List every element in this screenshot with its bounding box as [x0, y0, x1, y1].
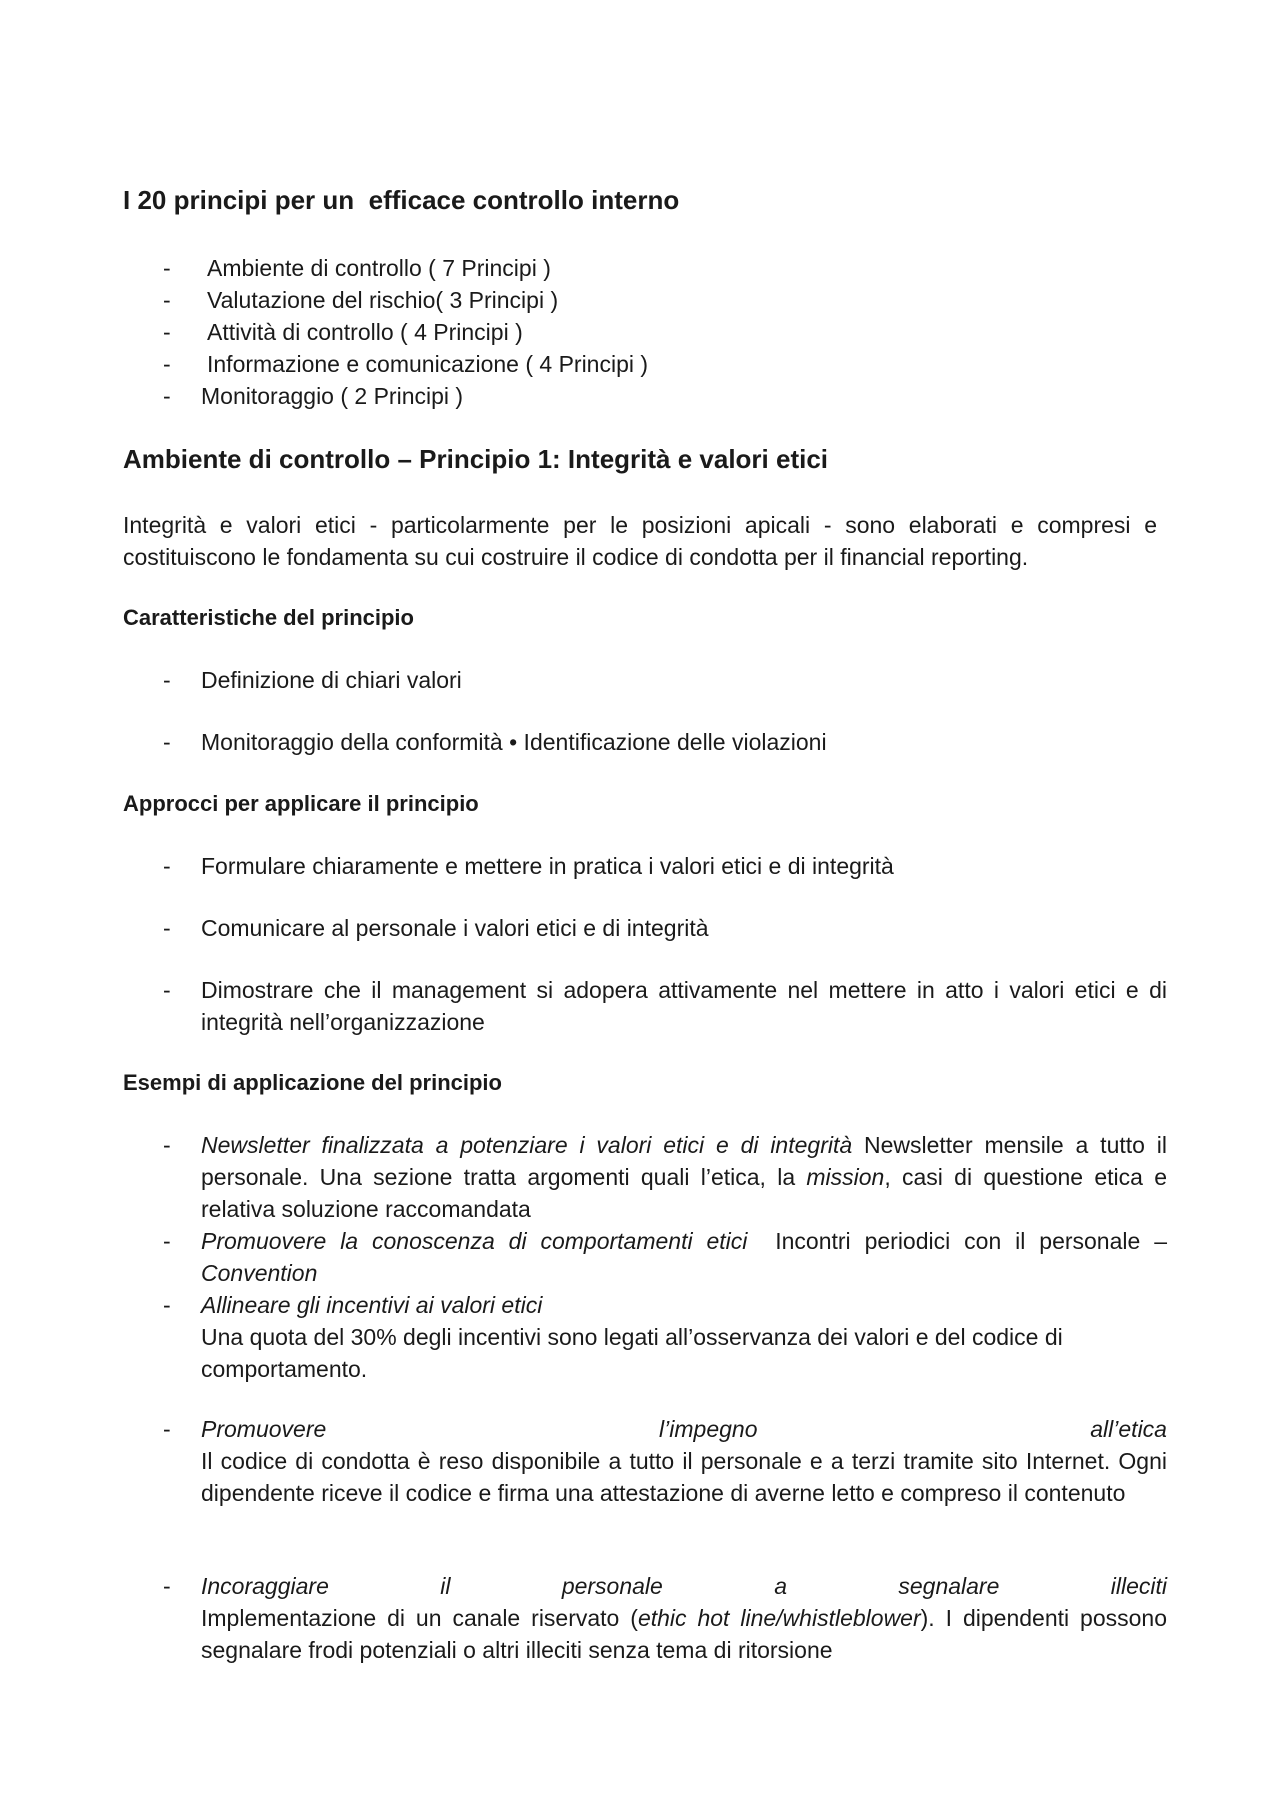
list-item: [163, 380, 863, 412]
list-item: [163, 316, 863, 348]
example-text: [201, 1129, 1174, 1225]
example-text-em: Convention: [201, 1260, 318, 1286]
example-title-word: Incoraggiare: [201, 1573, 329, 1599]
example-text-em: mission: [806, 1164, 885, 1190]
example-body: [201, 1602, 1167, 1666]
list-item: [163, 664, 1153, 696]
list-item-label: Ambiente di controllo ( 7 Principi ): [207, 255, 551, 281]
example-title-word: a: [774, 1573, 787, 1599]
example-title-word: personale: [561, 1573, 663, 1599]
list-dash: -: [163, 915, 171, 941]
example-title-word: illeciti: [1110, 1573, 1167, 1599]
example-text-part: , casi di questione etica e relativa soluzione raccomandata: [201, 1164, 1167, 1222]
list-item-label: Valutazione del rischio( 3 Principi ): [207, 287, 559, 313]
list-item-label: Comunicare al personale i valori etici e di integrità: [201, 915, 709, 941]
list-dash: -: [163, 1228, 171, 1254]
example-body: Il codice di condotta è reso disponibile a tutto il personale e a terzi tramite sito Internet. Ogni dipendente riceve il codice e firma una attestazione di averne letto e compreso il contenuto: [201, 1448, 1167, 1506]
example-title-word: segnalare: [898, 1573, 1000, 1599]
list-item: [163, 850, 1153, 882]
examples-heading: Esempi di applicazione del principio: [123, 1070, 502, 1095]
list-item-label: Dimostrare che il management si adopera attivamente nel mettere in atto i valori etici e di integrità nell’organizzazione: [201, 977, 1167, 1035]
example-title-word: l’impegno: [659, 1416, 758, 1442]
list-item: [163, 252, 863, 284]
intro-paragraph: Integrità e valori etici - particolarmente per le posizioni apicali - sono elaborati e compresi e costituiscono le fondamenta su cui costruire il codice di condotta per il financial reporting.: [123, 512, 1157, 570]
list-dash: -: [163, 383, 171, 409]
list-dash: -: [163, 853, 171, 879]
example-text: [201, 1289, 1167, 1385]
list-dash: -: [163, 1132, 171, 1158]
list-item-label: Attività di controllo ( 4 Principi ): [207, 319, 523, 345]
approaches-heading: Approcci per applicare il principio: [123, 791, 479, 816]
list-dash: -: [163, 255, 171, 281]
list-item-label: Monitoraggio della conformità • Identificazione delle violazioni: [201, 729, 827, 755]
example-text: [201, 1413, 1167, 1509]
example-title: Promuovere la conoscenza di comportamenti etici: [201, 1228, 748, 1254]
list-item-label: Monitoraggio ( 2 Principi ): [201, 383, 464, 409]
example-body-part: ). I dipendenti possono segnalare frodi potenziali o altri illeciti senza tema di ritorsione: [201, 1605, 1167, 1663]
example-text-part: Newsletter mensile a tutto il personale. Una sezione tratta argomenti quali l’etica, la: [201, 1132, 1174, 1190]
example-body-part: Implementazione di un canale riservato (: [201, 1605, 638, 1631]
document-title: I 20 principi per un efficace controllo interno: [123, 185, 680, 215]
example-title: Newsletter finalizzata a potenziare i valori etici e di integrità: [201, 1132, 853, 1158]
example-title: [201, 1413, 1167, 1445]
list-dash: -: [163, 667, 171, 693]
section-title: Ambiente di controllo – Principio 1: Integrità e valori etici: [123, 444, 829, 474]
list-dash: -: [163, 1292, 171, 1318]
example-item: [163, 1570, 1167, 1666]
list-dash: -: [163, 1573, 171, 1599]
list-item: [163, 974, 1167, 1038]
example-item: [163, 1225, 1174, 1289]
list-item: [163, 284, 863, 316]
example-title-word: il: [440, 1573, 451, 1599]
example-item: [163, 1413, 1167, 1541]
list-item-label: Informazione e comunicazione ( 4 Principi ): [207, 351, 649, 377]
example-item: [163, 1129, 1174, 1225]
example-title-word: all’etica: [1090, 1416, 1167, 1442]
characteristics-heading: Caratteristiche del principio: [123, 605, 414, 630]
example-body-em: ethic hot line/whistleblower: [637, 1605, 921, 1631]
example-text: [201, 1225, 1174, 1289]
example-title: [201, 1570, 1167, 1602]
list-dash: -: [163, 729, 171, 755]
list-item-label: Definizione di chiari valori: [201, 667, 462, 693]
list-dash: -: [163, 1416, 171, 1442]
example-item: [163, 1289, 1167, 1385]
list-item: [163, 348, 863, 380]
list-item-label: Formulare chiaramente e mettere in pratica i valori etici e di integrità: [201, 853, 894, 879]
example-title-word: Promuovere: [201, 1416, 327, 1442]
example-title: Allineare gli incentivi ai valori etici: [201, 1292, 543, 1318]
example-text-part: Incontri periodici con il personale –: [747, 1228, 1174, 1254]
list-dash: -: [163, 287, 171, 313]
list-item: [163, 726, 1153, 758]
list-dash: -: [163, 319, 171, 345]
list-dash: -: [163, 351, 171, 377]
example-body: Una quota del 30% degli incentivi sono legati all’osservanza dei valori e del codice di comportamento.: [201, 1324, 1063, 1382]
list-item: [163, 912, 1153, 944]
example-text: [201, 1570, 1167, 1666]
list-dash: -: [163, 977, 171, 1003]
